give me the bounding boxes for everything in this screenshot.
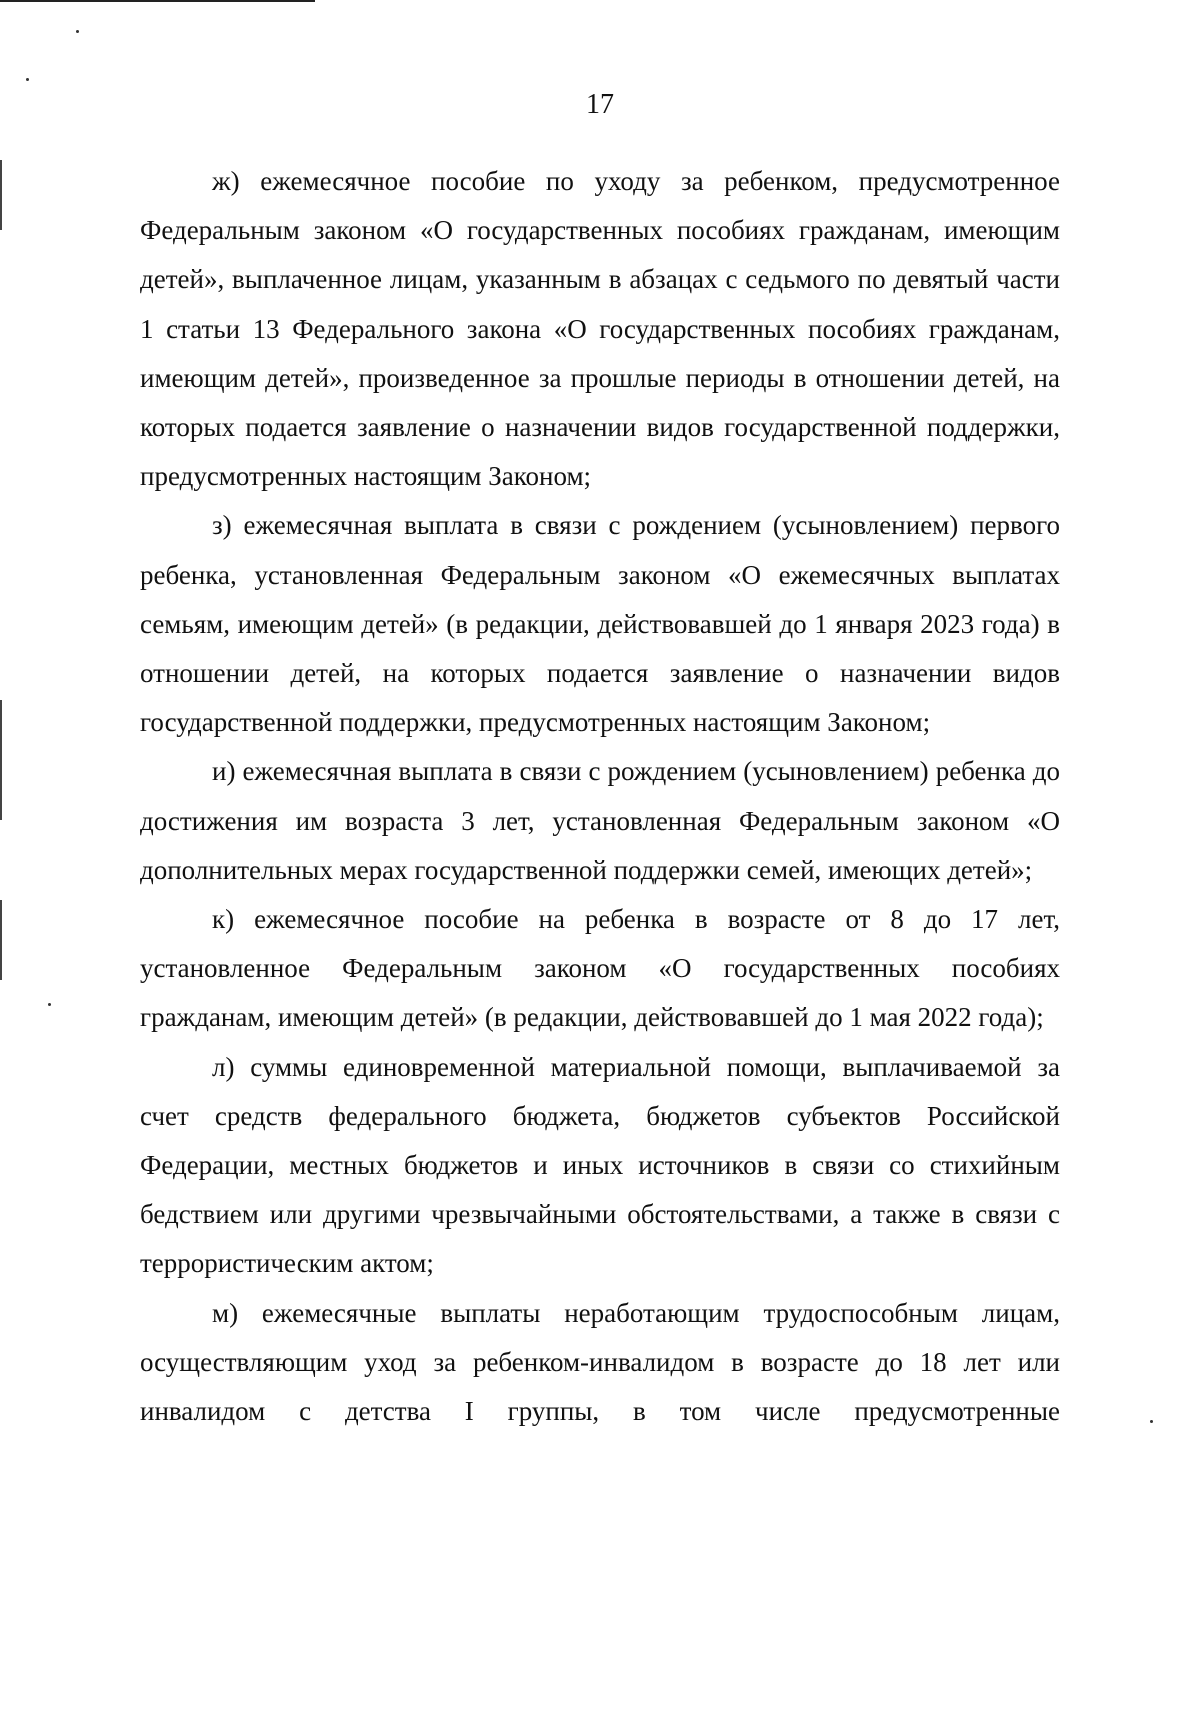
- scan-artifact-top-line-segment: [255, 0, 315, 2]
- paragraph-l: л) суммы единовременной материальной помощи, выплачиваемой за счет средств федерального бюджета, бюджетов субъектов Российской Федерации, местных бюджетов и иных источников в связи со стихийным бедствием или другими чрезвычайными обстоятельствами, а также в связи с террористическим актом;: [140, 1051, 1060, 1279]
- paragraph-i: и) ежемесячная выплата в связи с рождением (усыновлением) ребенка до достижения им возраста 3 лет, установленная Федеральным законом «О дополнительных мерах государственной поддержки семей, имеющих детей»;: [140, 756, 1060, 885]
- scan-artifact-dot: [26, 78, 29, 81]
- scan-artifact-edge: [0, 700, 2, 820]
- page-number: 17: [586, 89, 614, 120]
- scan-artifact-edge: [0, 160, 2, 230]
- scan-artifact-dot: [76, 30, 79, 33]
- scan-artifact-dot: [48, 1003, 51, 1006]
- paragraph-z: з) ежемесячная выплата в связи с рождением (усыновлением) первого ребенка, установленная Федеральным законом «О ежемесячных выплатах семьям, имеющим детей» (в редакции, действовавшей до 1 января 2023 года) в отношении детей, на которых подается заявление о назначении видов государственной поддержки, предусмотренных настоящим Законом;: [140, 510, 1060, 738]
- scan-artifact-dot: [1150, 1420, 1153, 1423]
- paragraph-m: м) ежемесячные выплаты неработающим трудоспособным лицам, осуществляющим уход за ребенком-инвалидом в возрасте до 18 лет или инвалидом с детства I группы, в том числе предусмотренные: [140, 1297, 1060, 1427]
- body-text: [140, 157, 1060, 1436]
- paragraph-k: к) ежемесячное пособие на ребенка в возрасте от 8 до 17 лет, установленное Федеральным законом «О государственных пособиях гражданам, имеющим детей» (в редакции, действовавшей до 1 мая 2022 года);: [140, 904, 1060, 1033]
- scan-artifact-edge: [0, 900, 2, 980]
- paragraph-zh: ж) ежемесячное пособие по уходу за ребенком, предусмотренное Федеральным законом «О государственных пособиях гражданам, имеющим детей», выплаченное лицам, указанным в абзацах с седьмого по девятый части 1 статьи 13 Федерального закона «О государственных пособиях гражданам, имеющим детей», произведенное за прошлые периоды в отношении детей, на которых подается заявление о назначении видов государственной поддержки, предусмотренных настоящим Законом;: [140, 166, 1060, 492]
